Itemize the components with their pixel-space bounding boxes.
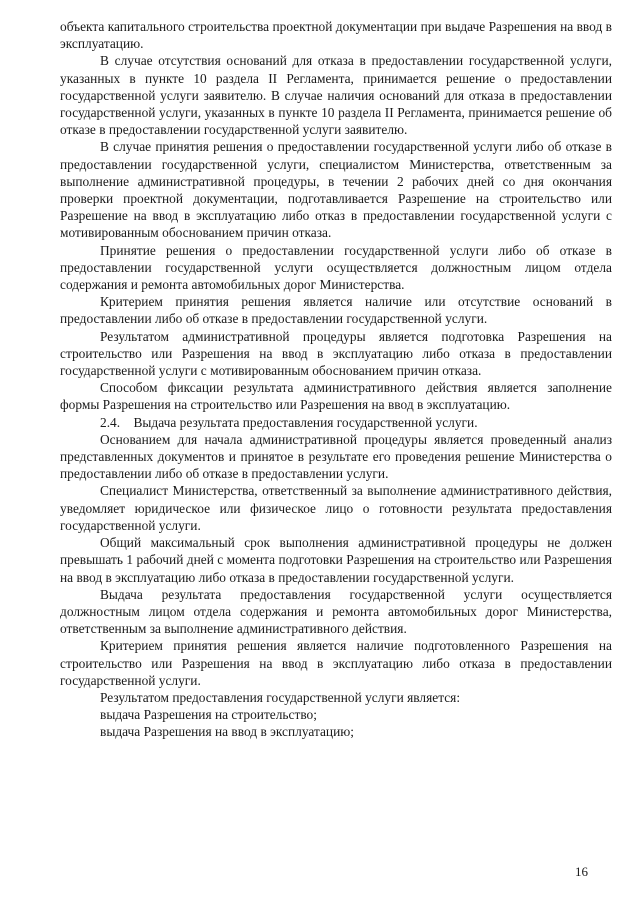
list-intro: Результатом предоставления государственной услуги является:	[100, 689, 461, 705]
list-item: выдача Разрешения на строительство;	[100, 707, 317, 723]
paragraph: Результатом административной процедуры является подготовка Разрешения на строительство или Разрешения на ввод в эксплуатацию либо отказа в предоставлении государственной услуги с мотивированным обоснованием причин отказа.	[60, 328, 612, 379]
paragraph: Принятие решения о предоставлении государственной услуги либо об отказе в предоставлении государственной услуги осуществляется должностным лицом отдела содержания и ремонта автомобильных дорог Министерства.	[60, 242, 612, 293]
paragraph-continuation: объекта капитального строительства проектной документации при выдаче Разрешения на ввод в эксплуатацию.	[60, 19, 612, 52]
paragraph: Способом фиксации результата административного действия является заполнение формы Разрешения на строительство или Разрешения на ввод в эксплуатацию.	[60, 380, 612, 413]
paragraph: Критерием принятия решения является наличие подготовленного Разрешения на строительство или Разрешения на ввод в эксплуатацию либо отказа в предоставлении государственной услуги.	[60, 638, 612, 688]
paragraph: Основанием для начала административной процедуры является проведенный анализ представленных документов и принятое в результате его проведения решение Министерства о предоставлении либо об отказе в предоставлении услуги.	[60, 431, 612, 482]
list-item: выдача Разрешения на ввод в эксплуатацию;	[100, 724, 354, 740]
paragraph: В случае отсутствия оснований для отказа в предоставлении государственной услуги, указанных в пункте 10 раздела II Регламента, принимается решение о предоставлении государственной услуги заявителю. В случае наличия оснований для отказа в предоставлении государственной услуги, указанных в пункте 10 раздела II Регламента, принимается решение об отказе в предоставлении государственной услуги заявителю.	[60, 53, 612, 138]
paragraph: Критерием принятия решения является наличие или отсутствие оснований в предоставлении либо об отказе в предоставлении государственной услуги.	[60, 294, 612, 327]
paragraph: Специалист Министерства, ответственный за выполнение административного действия, уведомляет юридическое или физическое лицо о готовности результата предоставления государственной услуги.	[60, 483, 612, 533]
paragraph: Общий максимальный срок выполнения административной процедуры не должен превышать 1 рабочий дней с момента подготовки Разрешения на строительство или Разрешения на ввод в эксплуатацию либо отказа в предоставлении государственной услуги.	[60, 535, 612, 585]
document-body	[60, 18, 612, 741]
page-number: 16	[575, 864, 588, 879]
section-heading: 2.4. Выдача результата предоставления государственной услуги.	[100, 414, 478, 430]
paragraph: В случае принятия решения о предоставлении государственной услуги либо об отказе в предоставлении государственной услуги, специалистом Министерства, ответственным за выполнение административной процедуры, в течении 2 рабочих дней со дня окончания проверки проектной документации, подготавливается Разрешение на строительство или Разрешение на ввод в эксплуатацию либо отказ в предоставлении государственной услуги с мотивированным обоснованием причин отказа.	[60, 139, 612, 241]
paragraph: Выдача результата предоставления государственной услуги осуществляется должностным лицом отдела содержания и ремонта автомобильных дорог Министерства, ответственным за выполнение административного действия.	[60, 586, 612, 637]
